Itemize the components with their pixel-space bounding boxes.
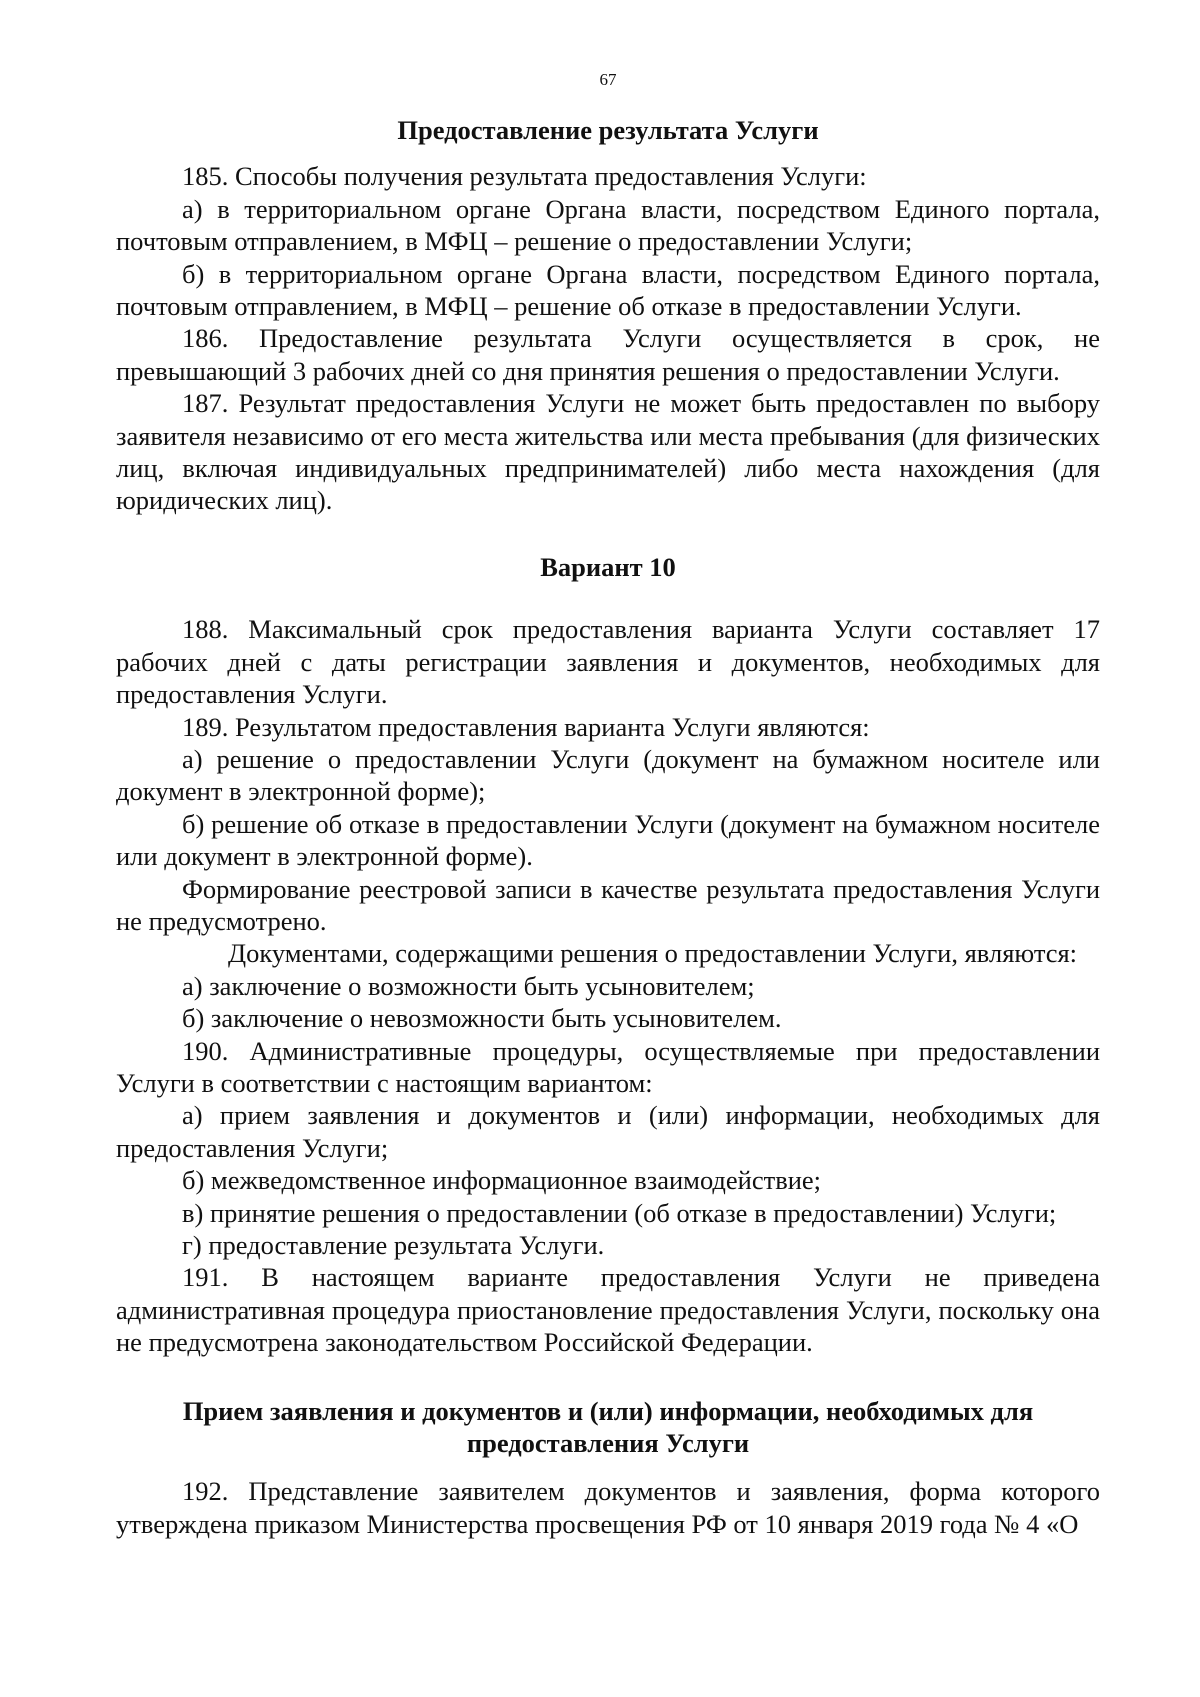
section-heading-result: Предоставление результата Услуги <box>397 115 819 145</box>
section-heading-variant: Вариант 10 <box>540 551 676 582</box>
paragraph-191: 191. В настоящем варианте предоставления Услуги не приведена административная процедура приостановление предоставления Услуги, поскольку она не предусмотрена законодательством Российской Федерации. <box>116 1262 1100 1358</box>
paragraph-192: 192. Представление заявителем документов и заявления, форма которого утверждена приказом Министерства просвещения РФ от 10 января 2019 года № 4 «О <box>116 1476 1100 1539</box>
paragraph-189-b: б) решение об отказе в предоставлении Услуги (документ на бумажном носителе или документ в электронной форме). <box>116 808 1100 872</box>
section-heading-intake-line2: предоставления Услуги <box>466 1428 750 1459</box>
paragraph-186: 186. Предоставление результата Услуги осуществляется в срок, не превышающий 3 рабочих дней со дня принятия решения о предоставлении Услуги. <box>116 323 1100 386</box>
paragraph-189: 189. Результатом предоставления варианта Услуги являются: <box>182 711 870 742</box>
paragraph-190-d: г) предоставление результата Услуги. <box>182 1230 605 1260</box>
paragraph-187: 187. Результат предоставления Услуги не может быть предоставлен по выбору заявителя независимо от его места жительства или места пребывания (для физических лиц, включая индивидуальных предпринимателей) либо места нахождения (для юридических лиц). <box>116 388 1100 516</box>
paragraph-190-b: б) межведомственное информационное взаимодействие; <box>182 1165 822 1196</box>
paragraph-188: 188. Максимальный срок предоставления варианта Услуги составляет 17 рабочих дней с даты регистрации заявления и документов, необходимых для предоставления Услуги. <box>116 614 1100 710</box>
paragraph-189-a: а) решение о предоставлении Услуги (документ на бумажном носителе или документ в электронной форме); <box>116 743 1100 807</box>
paragraph-189-documents: Документами, содержащими решения о предоставлении Услуги, являются: <box>228 938 1078 969</box>
paragraph-189-doc-b: б) заключение о невозможности быть усыновителем. <box>182 1003 782 1034</box>
section-heading-intake-line1: Прием заявления и документов и (или) информации, необходимых для <box>182 1395 1034 1426</box>
paragraph-189-registry: Формирование реестровой записи в качестве результата предоставления Услуги не предусмотрено. <box>116 873 1100 936</box>
paragraph-185-a: а) в территориальном органе Органа власти, посредством Единого портала, почтовым отправлением, в МФЦ – решение о предоставлении Услуги; <box>116 193 1100 257</box>
paragraph-190-a: а) прием заявления и документов и (или) информации, необходимых для предоставления Услуги; <box>116 1100 1100 1163</box>
paragraph-189-doc-a: а) заключение о возможности быть усыновителем; <box>182 970 755 1001</box>
section-heading-intake <box>116 1395 1100 1460</box>
paragraph-185-b: б) в территориальном органе Органа власти, посредством Единого портала, почтовым отправлением, в МФЦ – решение об отказе в предоставлении Услуги. <box>116 258 1100 322</box>
paragraph-190-c: в) принятие решения о предоставлении (об отказе в предоставлении) Услуги; <box>182 1197 1057 1228</box>
paragraph-190: 190. Административные процедуры, осуществляемые при предоставлении Услуги в соответствии с настоящим вариантом: <box>116 1035 1100 1098</box>
paragraph-185: 185. Способы получения результата предоставления Услуги: <box>182 161 867 192</box>
page-number: 67 <box>599 70 617 89</box>
